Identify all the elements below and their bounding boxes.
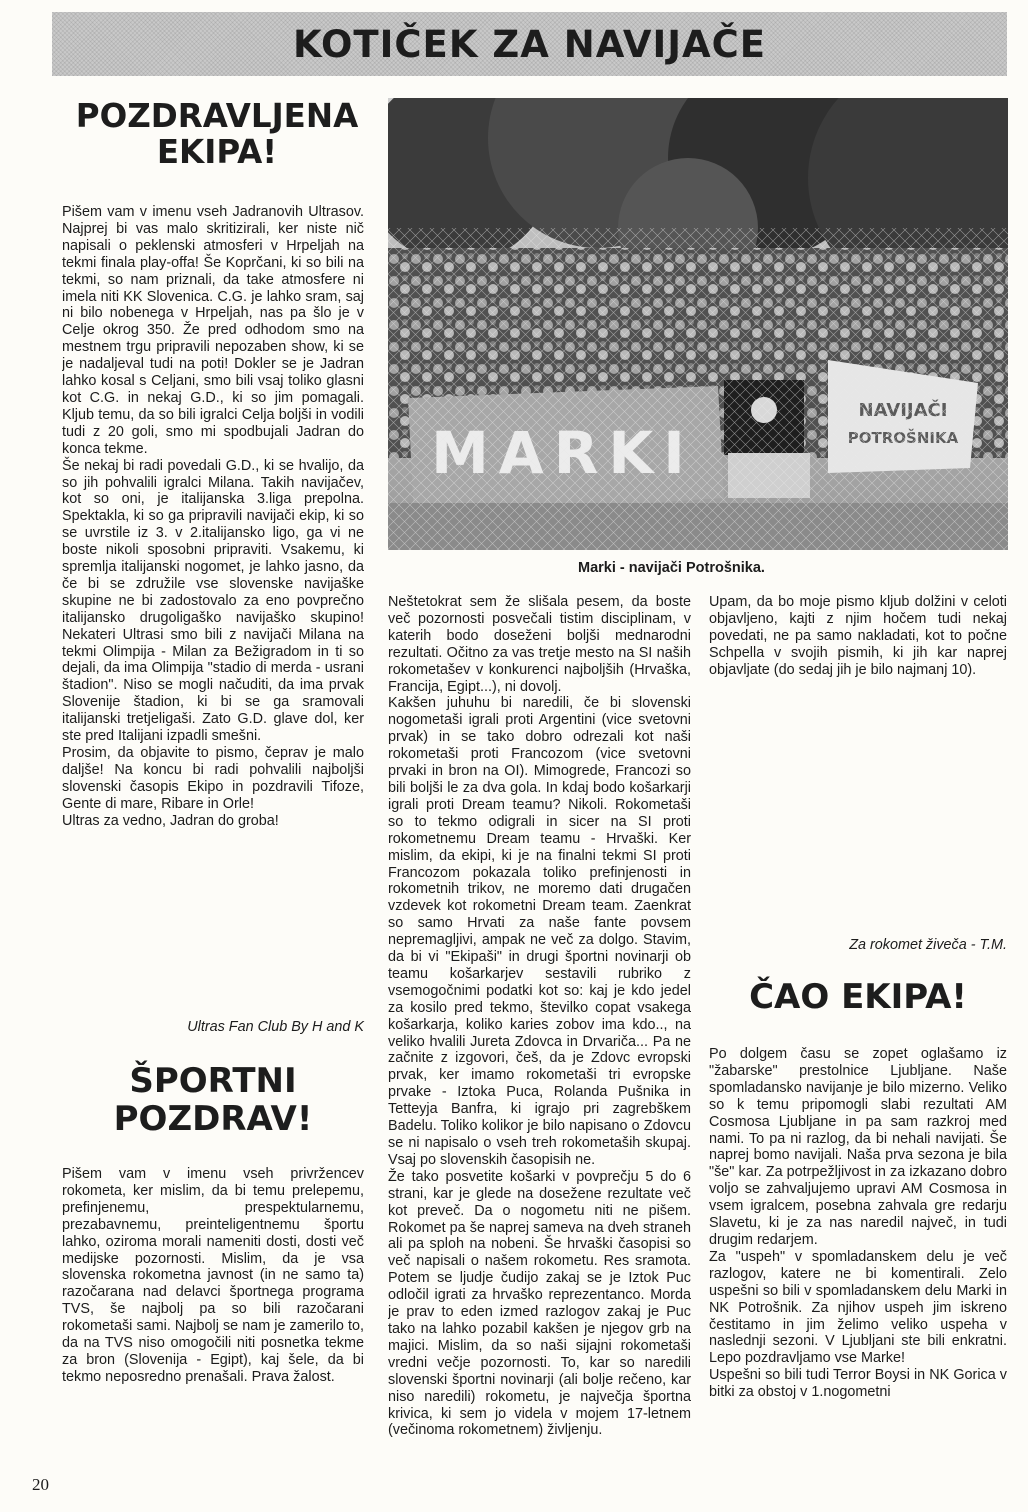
article3-paragraph: Uspešni so bili tudi Terror Boysi in NK Gorica v bitki za obstoj v 1.nogometni (709, 1367, 1007, 1401)
article2-body-col3 (709, 594, 1007, 934)
article2-title (62, 1062, 364, 1138)
article2-paragraph: Pišem vam v imenu vseh privržencev rokometa, ker mislim, da bi temu prelepemu, prefinjenemu, prespektularnemu, prezabavnemu, preinteligentnemu športu lahko, oziroma morali nameniti dosti, dosti več medijske pozornosti. Mislim, da je vsa slovenska rokometna javnost (in ne samo ta) razočarana nad delavci športnega programa TVS, še najbolj pa so bili razočarani rokometaši sami. Najbolj se nam je zamerilo to, da na TVS niso omogočili niti posnetka tekme za bron (Slovenija - Egipt), kaj šele, da bi tekmo neposredno prenašali. Prava žalost. (62, 1166, 364, 1385)
article3-paragraph: Po dolgem času se zopet oglašamo iz "žabarske" prestolnice Ljubljane. Naše spomladansko navijanje je bilo mizerno. Veliko so k temu pripomogli slabi rezultati AM Cosmosa Ljubljane in pa sam razkroj med nami. To pa ni razlog, da bi nehali navijati. Še naprej bomo navijali. Naša prva sezona je bila "še" kar. Za potrpežljivost in za izkazano dobro voljo se zahvaljujemo upravi AM Cosmosa in vsem igralcem, posebna zahvala gre redarju Slavetu, ki je za nas naredil največ, in tudi drugim redarjem. (709, 1046, 1007, 1248)
article2-body-col2 (388, 594, 691, 1484)
article2-paragraph: Že tako posvetite košarki v povprečju 5 do 6 strani, kar je glede na dosežene rezultate več kot preveč. Da o nogometu niti ne pišem. Rokomet pa še naprej sameva na dveh straneh ali pa sploh na nobeni. Še hrvaški časopisi so več napisali o našem rokometu. Res sramota. Potem se ljudje čudijo zakaj se je Iztok Puc odločil igrati za hrvaško reprezentanco. Morda je prav to eden izmed razlogov zakaj je Puc tako na lahko pozabil kakšen je njegov grb na majici. Mislim, da so naši sijajni rokometaši vredni večje pozornosti. To, kar so naredili slovenski športni novinarji (ali bolje rečeno, kar niso naredili) rokometu, je največja športna krivica, ki sem jo videla v mojem 17-letnem (večinoma rokometnem) življenju. (388, 1168, 691, 1439)
article2-paragraph: Neštetokrat sem že slišala pesem, da boste več pozornosti posvečali tistim disciplinam, v katerih bodo doseženi boljši mednarodni rezultati. Očitno za vas tretje mesto na SI naših rokometašev v konkurenci najboljših (Hrvaška, Francija, Egipt...), ni dovolj. (388, 594, 691, 695)
article3-paragraph: Za "uspeh" v spomladanskem delu je več razlogov, katere ne bi komentirali. Zelo uspešni so bili v spomladanskem delu Marki in NK Potrošnik. Za njihov uspeh jim iskreno čestitamo in jim želimo veliko uspeha v naslednji sezoni. V Ljubljani ste bili enkratni. Lepo pozdravljamo vse Marke! (709, 1248, 1007, 1367)
article1-signature: Ultras Fan Club By H and K (187, 1019, 364, 1035)
photo-caption: Marki - navijači Potrošnika. (578, 560, 765, 576)
article2-paragraph: Kakšen juhuhu bi naredili, če bi slovenski nogometaši igrali proti Argentini (vice svetovni prvak) in se tako dobro odrezali kot naši rokometaši proti Francozom (vice svetovni prvaki in bron na OI). Mimogrede, Francozi so bili boljši le za dva gola. In kdaj bodo košarkarji igrali proti Dream teamu? Nikoli. Rokometaši so to tekmo odigrali in sicer na SI proti rokometnemu Dream teamu - Hrvaški. Ker mislim, da ekipi, ki je na finalni tekmi SI proti Francozom pokazala toliko prefinjenosti in rokometnih trikov, ne moremo dati drugačen vzdevek kot rokometni Dream team. Zaenkrat so samo Hrvati za naše fante povsem nepremagljivi, ampak ne več za dolgo. Stavim, da bi vi "Ekipaši" in drugi športni novinarji ob teamu košarkarjev sestavili rubriko z vsemogočnimi podatki kot so: kaj je kdo jedel za kosilo pred tekmo, številko copat vsakega košarkarja, koliko karies zobov ima kdo.., na veliko hvalili Jureta Zdovca in Drvariča... Pa ne začnite z izgovori, češ, da je Zdovc evropski prvak, ker imamo rokometaši tri evropske prvake - Iztoka Puca, Rolanda Pušnika in Tetteyja Banfra, ki igrajo pri zagrebškem Badelu. Toliko kolikor je bilo napisano o Zdovcu se ni napisalo o vseh treh rokometaših skupaj. Vsaj po slovenskih časopisih ne. (388, 695, 691, 1168)
article2-title-line1: ŠPORTNI (129, 1061, 297, 1101)
fan-photo (388, 98, 1008, 550)
article1-paragraph: Pišem vam v imenu vseh Jadranovih Ultrasov. Najprej bi vas malo skritizirali, ker niste nič napisali o peklenski atmosferi v Hrpeljah na tekmi finala play-offa! Še Koprčani, ki so bili na tekmi, so nam priznali, da take atmosfere ni imela niti KK Slovenica. C.G. je lahko sram, saj ni bilo nobenega v Hrpeljah, nas pa šlo je v Celje okrog 350. Že pred odhodom smo na mestnem trgu pripravili nepozaben show, ki se je nadaljeval tudi na poti! Dokler se je Jadran lahko kosal s Celjani, smo bili vsaj toliko glasni kot C.G. in nekaj G.D., ki so jim pomagali. Kljub temu, da so bili igralci Celja boljši in vodili tudi z 20 goli, smo mi spodbujali Jadran do konca tekme. (62, 204, 364, 457)
fan-photo-graphic (388, 98, 1008, 550)
article1-title-line2: EKIPA! (156, 133, 278, 172)
article1-paragraph: Še nekaj bi radi povedali G.D., ki se hvalijo, da so jih pohvalili igralci Milana. Takih navijačev, kot so oni, je italijanska 3.liga prepolna. Spektakla, ki so ga pripravili navijači ekip, ki so se uvrstile iz 3. v 2.italijansko ligo, ga vi ne boste nikoli sposobni pripraviti. Vsakemu, ki spremlja italijanski nogomet, je lahko jasno, da če bi se združile vse slovenske navijaške skupine ne bi zadostovalo za eno povprečno italijansko drugoligaško navijaško skupino! Nekateri Ultrasi smo bili z navijači Milana na tekmi Olimpija - Milan za Bežigradom in ti so dejali, da ima Olimpija "stadio di merda - usrani štadion". Niso se mogli načuditi, da ima prvak Slovenije štadion, ki bi se ga sramovali italijanski tretjeligaši. Zato G.D. glave dol, ker ste pred Italijani izpadli smešni. (62, 457, 364, 745)
section-banner (52, 12, 1007, 76)
article1-title-line1: POZDRAVLJENA (75, 97, 359, 135)
article2-signature: Za rokomet živeča - T.M. (849, 937, 1007, 953)
article3-body (709, 1046, 1007, 1486)
section-title: KOTIČEK ZA NAVIJAČE (292, 22, 767, 66)
page-number: 20 (32, 1475, 49, 1494)
article1-body (62, 204, 364, 1012)
article3-title: ČAO EKIPA! (749, 977, 967, 1017)
article1-paragraph: Prosim, da objavite to pismo, čeprav je malo daljše! Na koncu bi radi pohvalili najboljši slovenski časopis Ekipo in pozdravili Tifoze, Gente di mare, Ribare in Orle! (62, 745, 364, 812)
article2-body-col1 (62, 1166, 364, 1456)
article2-title-line2: POZDRAV! (113, 1099, 313, 1140)
article1-title (50, 98, 384, 171)
article2-paragraph: Upam, da bo moje pismo kljub dolžini v celoti objavljeno, kajti z njim hočem tudi nekaj povedati, ne pa samo nakladati, kot to počne Schpella v svojih pismih, ki jih kar naprej objavljate (do sedaj jih je bilo najmanj 10). (709, 594, 1007, 678)
article1-paragraph: Ultras za vedno, Jadran do groba! (62, 812, 279, 829)
